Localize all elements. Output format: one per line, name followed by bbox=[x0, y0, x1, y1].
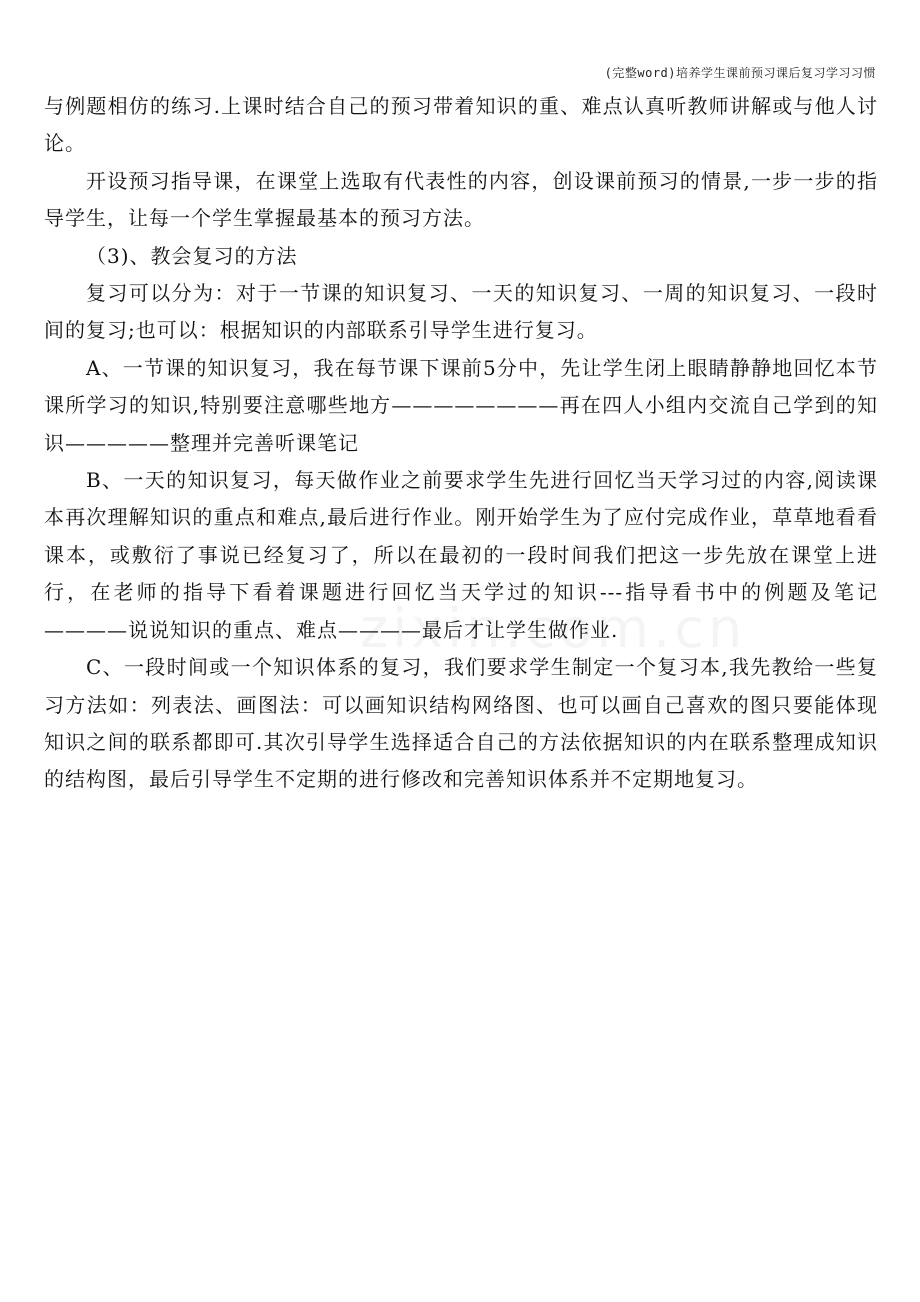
paragraph-continuation: 与例题相仿的练习.上课时结合自己的预习带着知识的重、难点认真听教师讲解或与他人讨论。 bbox=[44, 94, 878, 156]
paragraph-daily-review: B、一天的知识复习，每天做作业之前要求学生先进行回忆当天学习过的内容,阅读课本再次理解知识的重点和难点,最后进行作业。刚开始学生为了应付完成作业，草草地看看课本，或敷衍了事说已经复习了，所以在最初的一段时间我们把这一步先放在课堂上进行，在老师的指导下看着课题进行回忆当天学过的知识---指导看书中的例题及笔记————说说知识的重点、难点————最后才让学生做作业. bbox=[44, 468, 878, 642]
section-heading-review-methods: （3)、教会复习的方法 bbox=[86, 243, 298, 268]
document-body bbox=[44, 88, 878, 799]
paragraph-preview-guidance: 开设预习指导课，在课堂上选取有代表性的内容，创设课前预习的情景,一步一步的指导学生，让每一个学生掌握最基本的预习方法。 bbox=[44, 168, 878, 231]
paragraph-period-review: C、一段时间或一个知识体系的复习，我们要求学生制定一个复习本,我先教给一些复习方法如：列表法、画图法：可以画知识结构网络图、也可以画自己喜欢的图只要能体现知识之间的联系都即可.其次引导学生选择适合自己的方法依据知识的内在联系整理成知识的结构图，最后引导学生不定期的进行修改和完善知识体系并不定期地复习。 bbox=[44, 655, 878, 792]
paragraph-lesson-review: A、一节课的知识复习，我在每节课下课前5分中，先让学生闭上眼睛静静地回忆本节课所学习的知识,特别要注意哪些地方————————再在四人小组内交流自己学到的知识—————整理并完善听课笔记 bbox=[44, 355, 878, 455]
paragraph-review-types: 复习可以分为：对于一节课的知识复习、一天的知识复习、一周的知识复习、一段时间的复习;也可以：根据知识的内部联系引导学生进行复习。 bbox=[44, 281, 878, 343]
document-header: (完整word)培养学生课前预习课后复习学习习惯 bbox=[604, 66, 876, 80]
